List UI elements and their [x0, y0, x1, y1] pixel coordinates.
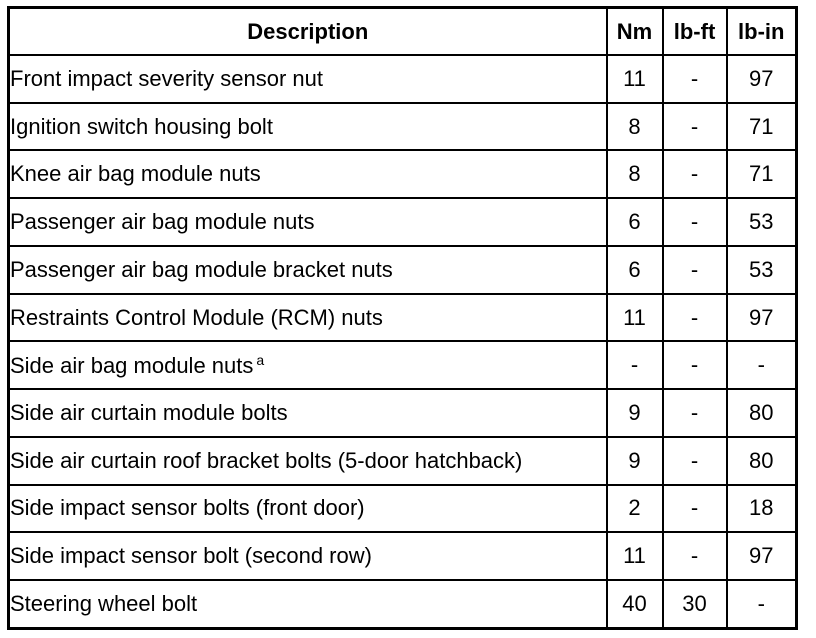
lbin-cell: 53	[727, 246, 797, 294]
nm-cell: 9	[607, 437, 663, 485]
lbft-cell: -	[663, 294, 727, 342]
table-row	[9, 198, 797, 246]
lbin-cell: -	[727, 341, 797, 389]
nm-cell: 8	[607, 103, 663, 151]
description-text: Steering wheel bolt	[10, 591, 198, 617]
description-cell	[9, 55, 607, 103]
nm-cell: 11	[607, 55, 663, 103]
nm-cell: 2	[607, 485, 663, 533]
nm-cell: 6	[607, 198, 663, 246]
description-cell	[9, 485, 607, 533]
nm-cell: -	[607, 341, 663, 389]
lbft-cell: -	[663, 246, 727, 294]
table-row	[9, 103, 797, 151]
table-row	[9, 389, 797, 437]
nm-header: Nm	[607, 8, 663, 56]
description-cell	[9, 580, 607, 628]
lbin-cell: 18	[727, 485, 797, 533]
description-text: Side air curtain roof bracket bolts (5-door hatchback)	[10, 447, 523, 473]
lbin-cell: 97	[727, 294, 797, 342]
description-cell	[9, 246, 607, 294]
lbft-cell: -	[663, 389, 727, 437]
description-text: Passenger air bag module nuts	[10, 209, 315, 235]
description-text: Side air bag module nuts	[10, 353, 254, 379]
nm-cell: 11	[607, 294, 663, 342]
description-text: Ignition switch housing bolt	[10, 113, 273, 139]
lbft-cell: -	[663, 198, 727, 246]
nm-cell: 9	[607, 389, 663, 437]
lbin-cell: 80	[727, 437, 797, 485]
description-cell	[9, 389, 607, 437]
lbin-cell: 71	[727, 150, 797, 198]
table-row	[9, 532, 797, 580]
description-text: Side impact sensor bolts (front door)	[10, 495, 365, 521]
description-cell	[9, 294, 607, 342]
lbft-cell: -	[663, 485, 727, 533]
description-text: Restraints Control Module (RCM) nuts	[10, 304, 383, 330]
table-row	[9, 341, 797, 389]
lbin-cell: 97	[727, 532, 797, 580]
table-row	[9, 437, 797, 485]
description-cell	[9, 532, 607, 580]
description-text: Passenger air bag module bracket nuts	[10, 256, 393, 282]
lbin-cell: -	[727, 580, 797, 628]
description-cell	[9, 150, 607, 198]
table-row	[9, 294, 797, 342]
torque-spec-table	[7, 6, 798, 630]
lbft-cell: 30	[663, 580, 727, 628]
description-text: Knee air bag module nuts	[10, 161, 261, 187]
lbin-header: lb-in	[727, 8, 797, 56]
nm-cell: 8	[607, 150, 663, 198]
description-text: Side impact sensor bolt (second row)	[10, 543, 372, 569]
description-cell	[9, 198, 607, 246]
nm-cell: 11	[607, 532, 663, 580]
lbin-cell: 71	[727, 103, 797, 151]
lbft-cell: -	[663, 103, 727, 151]
table-row	[9, 580, 797, 628]
nm-cell: 6	[607, 246, 663, 294]
lbin-cell: 80	[727, 389, 797, 437]
footnote-marker: a	[256, 352, 265, 369]
description-cell	[9, 341, 607, 389]
lbin-cell: 97	[727, 55, 797, 103]
lbft-cell: -	[663, 341, 727, 389]
description-cell	[9, 103, 607, 151]
description-cell	[9, 437, 607, 485]
header-row	[9, 8, 797, 56]
lbft-cell: -	[663, 55, 727, 103]
lbft-cell: -	[663, 150, 727, 198]
table-body	[9, 55, 797, 629]
table-row	[9, 150, 797, 198]
lbft-cell: -	[663, 532, 727, 580]
table-row	[9, 55, 797, 103]
description-text: Front impact severity sensor nut	[10, 65, 324, 91]
description-header: Description	[9, 8, 607, 56]
nm-cell: 40	[607, 580, 663, 628]
lbft-cell: -	[663, 437, 727, 485]
lbin-cell: 53	[727, 198, 797, 246]
table-row	[9, 246, 797, 294]
description-text: Side air curtain module bolts	[10, 400, 288, 425]
lbft-header: lb-ft	[663, 8, 727, 56]
table-row	[9, 485, 797, 533]
